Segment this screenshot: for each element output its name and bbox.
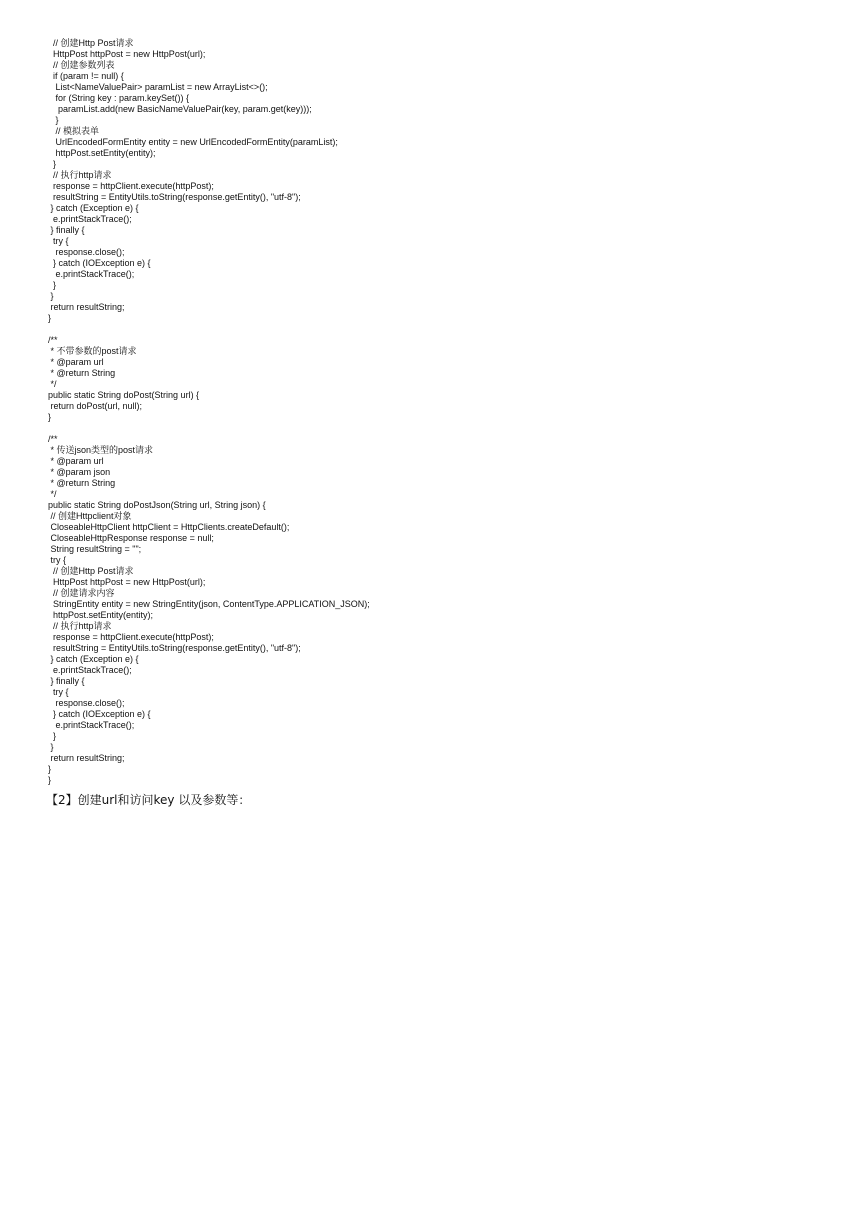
code-line: return doPost(url, null);	[48, 401, 143, 411]
code-line: resultString = EntityUtils.toString(response.getEntity(), "utf-8");	[48, 192, 301, 202]
code-line: }	[48, 742, 54, 752]
code-line: }	[48, 291, 54, 301]
code-line: // 执行http请求	[48, 170, 112, 180]
code-line: } catch (IOException e) {	[48, 709, 151, 719]
code-line: for (String key : param.keySet()) {	[48, 93, 190, 103]
code-line: } catch (Exception e) {	[48, 654, 139, 664]
code-line: e.printStackTrace();	[48, 269, 135, 279]
code-line: response = httpClient.execute(httpPost);	[48, 181, 214, 191]
code-line: response.close();	[48, 698, 125, 708]
code-line: StringEntity entity = new StringEntity(json, ContentType.APPLICATION_JSON);	[48, 599, 370, 609]
code-line: resultString = EntityUtils.toString(response.getEntity(), "utf-8");	[48, 643, 301, 653]
code-line: }	[48, 412, 52, 422]
code-line: List<NameValuePair> paramList = new ArrayList<>();	[48, 82, 268, 92]
code-line: } catch (Exception e) {	[48, 203, 139, 213]
code-line: HttpPost httpPost = new HttpPost(url);	[48, 49, 206, 59]
code-line: public static String doPostJson(String url, String json) {	[48, 500, 266, 510]
code-line: */	[48, 379, 57, 389]
document-page	[0, 38, 868, 808]
code-line: * 传送json类型的post请求	[48, 445, 154, 455]
code-line: HttpPost httpPost = new HttpPost(url);	[48, 577, 206, 587]
code-line: }	[48, 731, 57, 741]
code-block	[0, 38, 868, 786]
code-line: CloseableHttpResponse response = null;	[48, 533, 214, 543]
code-line: try {	[48, 236, 69, 246]
code-line: return resultString;	[48, 753, 125, 763]
code-line: httpPost.setEntity(entity);	[48, 610, 154, 620]
code-line: e.printStackTrace();	[48, 665, 132, 675]
code-line: try {	[48, 555, 67, 565]
code-line: // 创建请求内容	[48, 588, 115, 598]
code-line: * @param url	[48, 456, 104, 466]
code-line: * 不带参数的post请求	[48, 346, 137, 356]
code-line: httpPost.setEntity(entity);	[48, 148, 156, 158]
code-line: return resultString;	[48, 302, 125, 312]
code-line: String resultString = "";	[48, 544, 142, 554]
code-line: /**	[48, 335, 58, 345]
code-line: // 创建Http Post请求	[48, 566, 134, 576]
code-line: e.printStackTrace();	[48, 214, 132, 224]
code-line: } finally {	[48, 225, 85, 235]
code-line: response.close();	[48, 247, 125, 257]
code-line: }	[48, 159, 57, 169]
code-line: e.printStackTrace();	[48, 720, 135, 730]
section-heading: 【2】创建url和访问key 以及参数等：	[46, 793, 251, 807]
code-line: }	[48, 313, 52, 323]
code-line: // 创建Httpclient对象	[48, 511, 132, 521]
code-line: paramList.add(new BasicNameValuePair(key, param.get(key)));	[48, 104, 312, 114]
code-line: UrlEncodedFormEntity entity = new UrlEncodedFormEntity(paramList);	[48, 137, 338, 147]
code-line: }	[48, 775, 52, 785]
code-line: */	[48, 489, 57, 499]
code-line: }	[48, 280, 57, 290]
code-line: response = httpClient.execute(httpPost);	[48, 632, 214, 642]
code-line: try {	[48, 687, 69, 697]
code-line: }	[48, 115, 59, 125]
code-line: if (param != null) {	[48, 71, 124, 81]
blank-line	[0, 423, 868, 434]
code-line: // 模拟表单	[48, 126, 100, 136]
code-line: /**	[48, 434, 58, 444]
code-line: } finally {	[48, 676, 85, 686]
code-line: }	[48, 764, 52, 774]
code-line: // 创建参数列表	[48, 60, 115, 70]
blank-line	[0, 324, 868, 335]
code-line: // 创建Http Post请求	[48, 38, 134, 48]
code-line: CloseableHttpClient httpClient = HttpClients.createDefault();	[48, 522, 290, 532]
code-line: * @return String	[48, 478, 116, 488]
code-line: * @return String	[48, 368, 116, 378]
code-line: * @param url	[48, 357, 104, 367]
code-line: // 执行http请求	[48, 621, 112, 631]
code-line: public static String doPost(String url) {	[48, 390, 200, 400]
code-line: } catch (IOException e) {	[48, 258, 151, 268]
code-line: * @param json	[48, 467, 111, 477]
